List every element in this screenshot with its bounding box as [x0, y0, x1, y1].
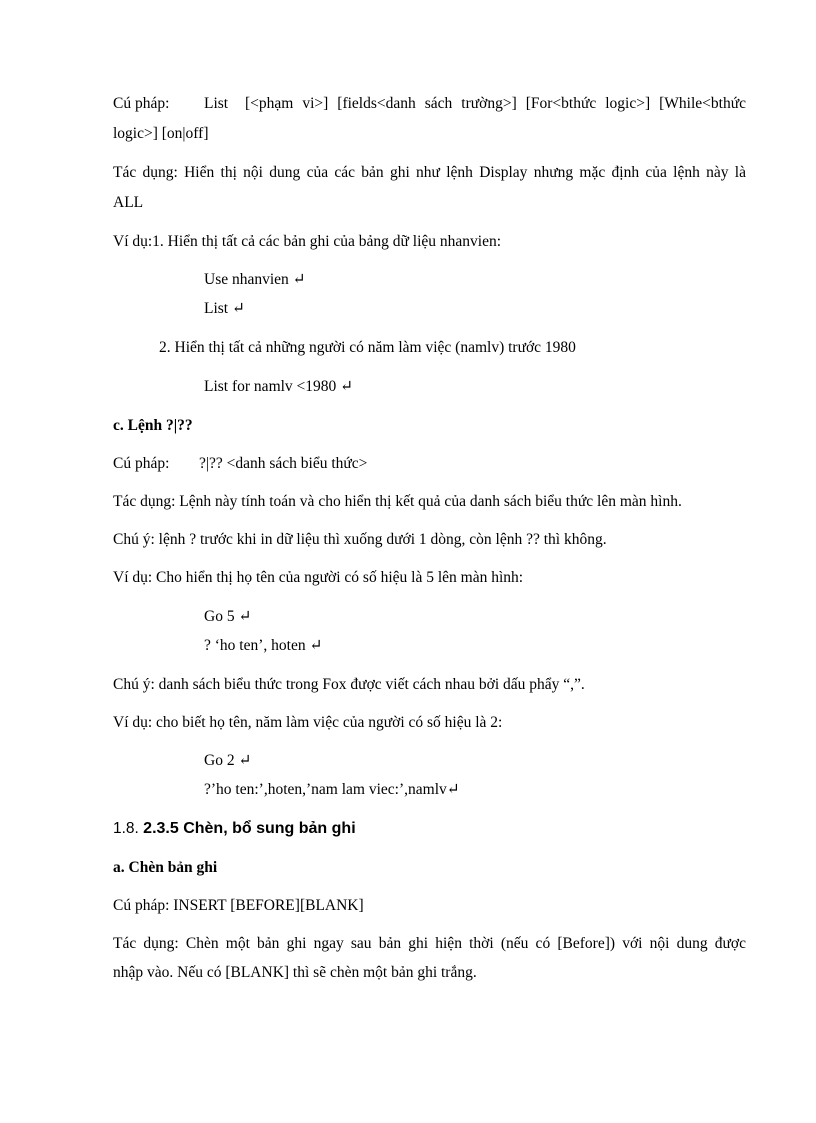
print-syntax: ?|?? <danh sách biểu thức>: [199, 455, 368, 472]
list-syntax-label: Cú pháp:: [113, 95, 170, 112]
print-code1-line2: ? ‘ho ten’, hoten ↵: [204, 637, 323, 654]
print-code1-line1: Go 5 ↵: [204, 608, 252, 625]
insert-heading: a. Chèn bản ghi: [113, 859, 218, 876]
print-code2-line2: ?’ho ten:’,hoten,’nam lam viec:’,namlv↵: [204, 781, 460, 798]
list-effect-line2: ALL: [113, 194, 144, 211]
list-example2: 2. Hiển thị tất cả những người có năm làm việc (namlv) trước 1980: [159, 339, 576, 356]
print-example2: Ví dụ: cho biết họ tên, năm làm việc của người có số hiệu là 2:: [113, 714, 503, 731]
section-title: 2.3.5 Chèn, bổ sung bản ghi: [143, 820, 356, 837]
list-code1-line1: Use nhanvien ↵: [204, 271, 306, 288]
list-syntax-line1: [<phạm vi>] [fields<danh sách trường>] [For<bthức logic>] [While<bthức: [245, 95, 746, 112]
list-syntax-line2: logic>] [on|off]: [113, 125, 209, 142]
list-code1-line2: List ↵: [204, 300, 245, 317]
print-syntax-label: Cú pháp:: [113, 455, 170, 472]
print-example1: Ví dụ: Cho hiển thị họ tên của người có số hiệu là 5 lên màn hình:: [113, 569, 524, 586]
insert-effect-line2: nhập vào. Nếu có [BLANK] thì sẽ chèn một bản ghi trắng.: [113, 964, 477, 981]
list-syntax-command: List: [204, 95, 229, 112]
insert-effect-line1: Tác dụng: Chèn một bản ghi ngay sau bản ghi hiện thời (nếu có [Before]) với nội dung được: [113, 935, 746, 952]
insert-syntax: Cú pháp: INSERT [BEFORE][BLANK]: [113, 897, 364, 914]
print-code2-line1: Go 2 ↵: [204, 752, 252, 769]
print-heading: c. Lệnh ?|??: [113, 417, 193, 434]
section-number: 1.8.: [113, 820, 139, 837]
print-note2: Chú ý: danh sách biểu thức trong Fox được viết cách nhau bởi dấu phẩy “,”.: [113, 676, 585, 693]
print-note1: Chú ý: lệnh ? trước khi in dữ liệu thì xuống dưới 1 dòng, còn lệnh ?? thì không.: [113, 531, 607, 548]
section-heading: [113, 819, 356, 839]
list-effect-line1: Tác dụng: Hiển thị nội dung của các bản ghi như lệnh Display nhưng mặc định của lệnh này là: [113, 164, 746, 181]
list-example1: Ví dụ:1. Hiển thị tất cả các bản ghi của bảng dữ liệu nhanvien:: [113, 233, 502, 250]
list-code2: List for namlv <1980 ↵: [204, 378, 354, 395]
print-effect: Tác dụng: Lệnh này tính toán và cho hiển thị kết quả của danh sách biểu thức lên màn hình.: [113, 493, 682, 510]
